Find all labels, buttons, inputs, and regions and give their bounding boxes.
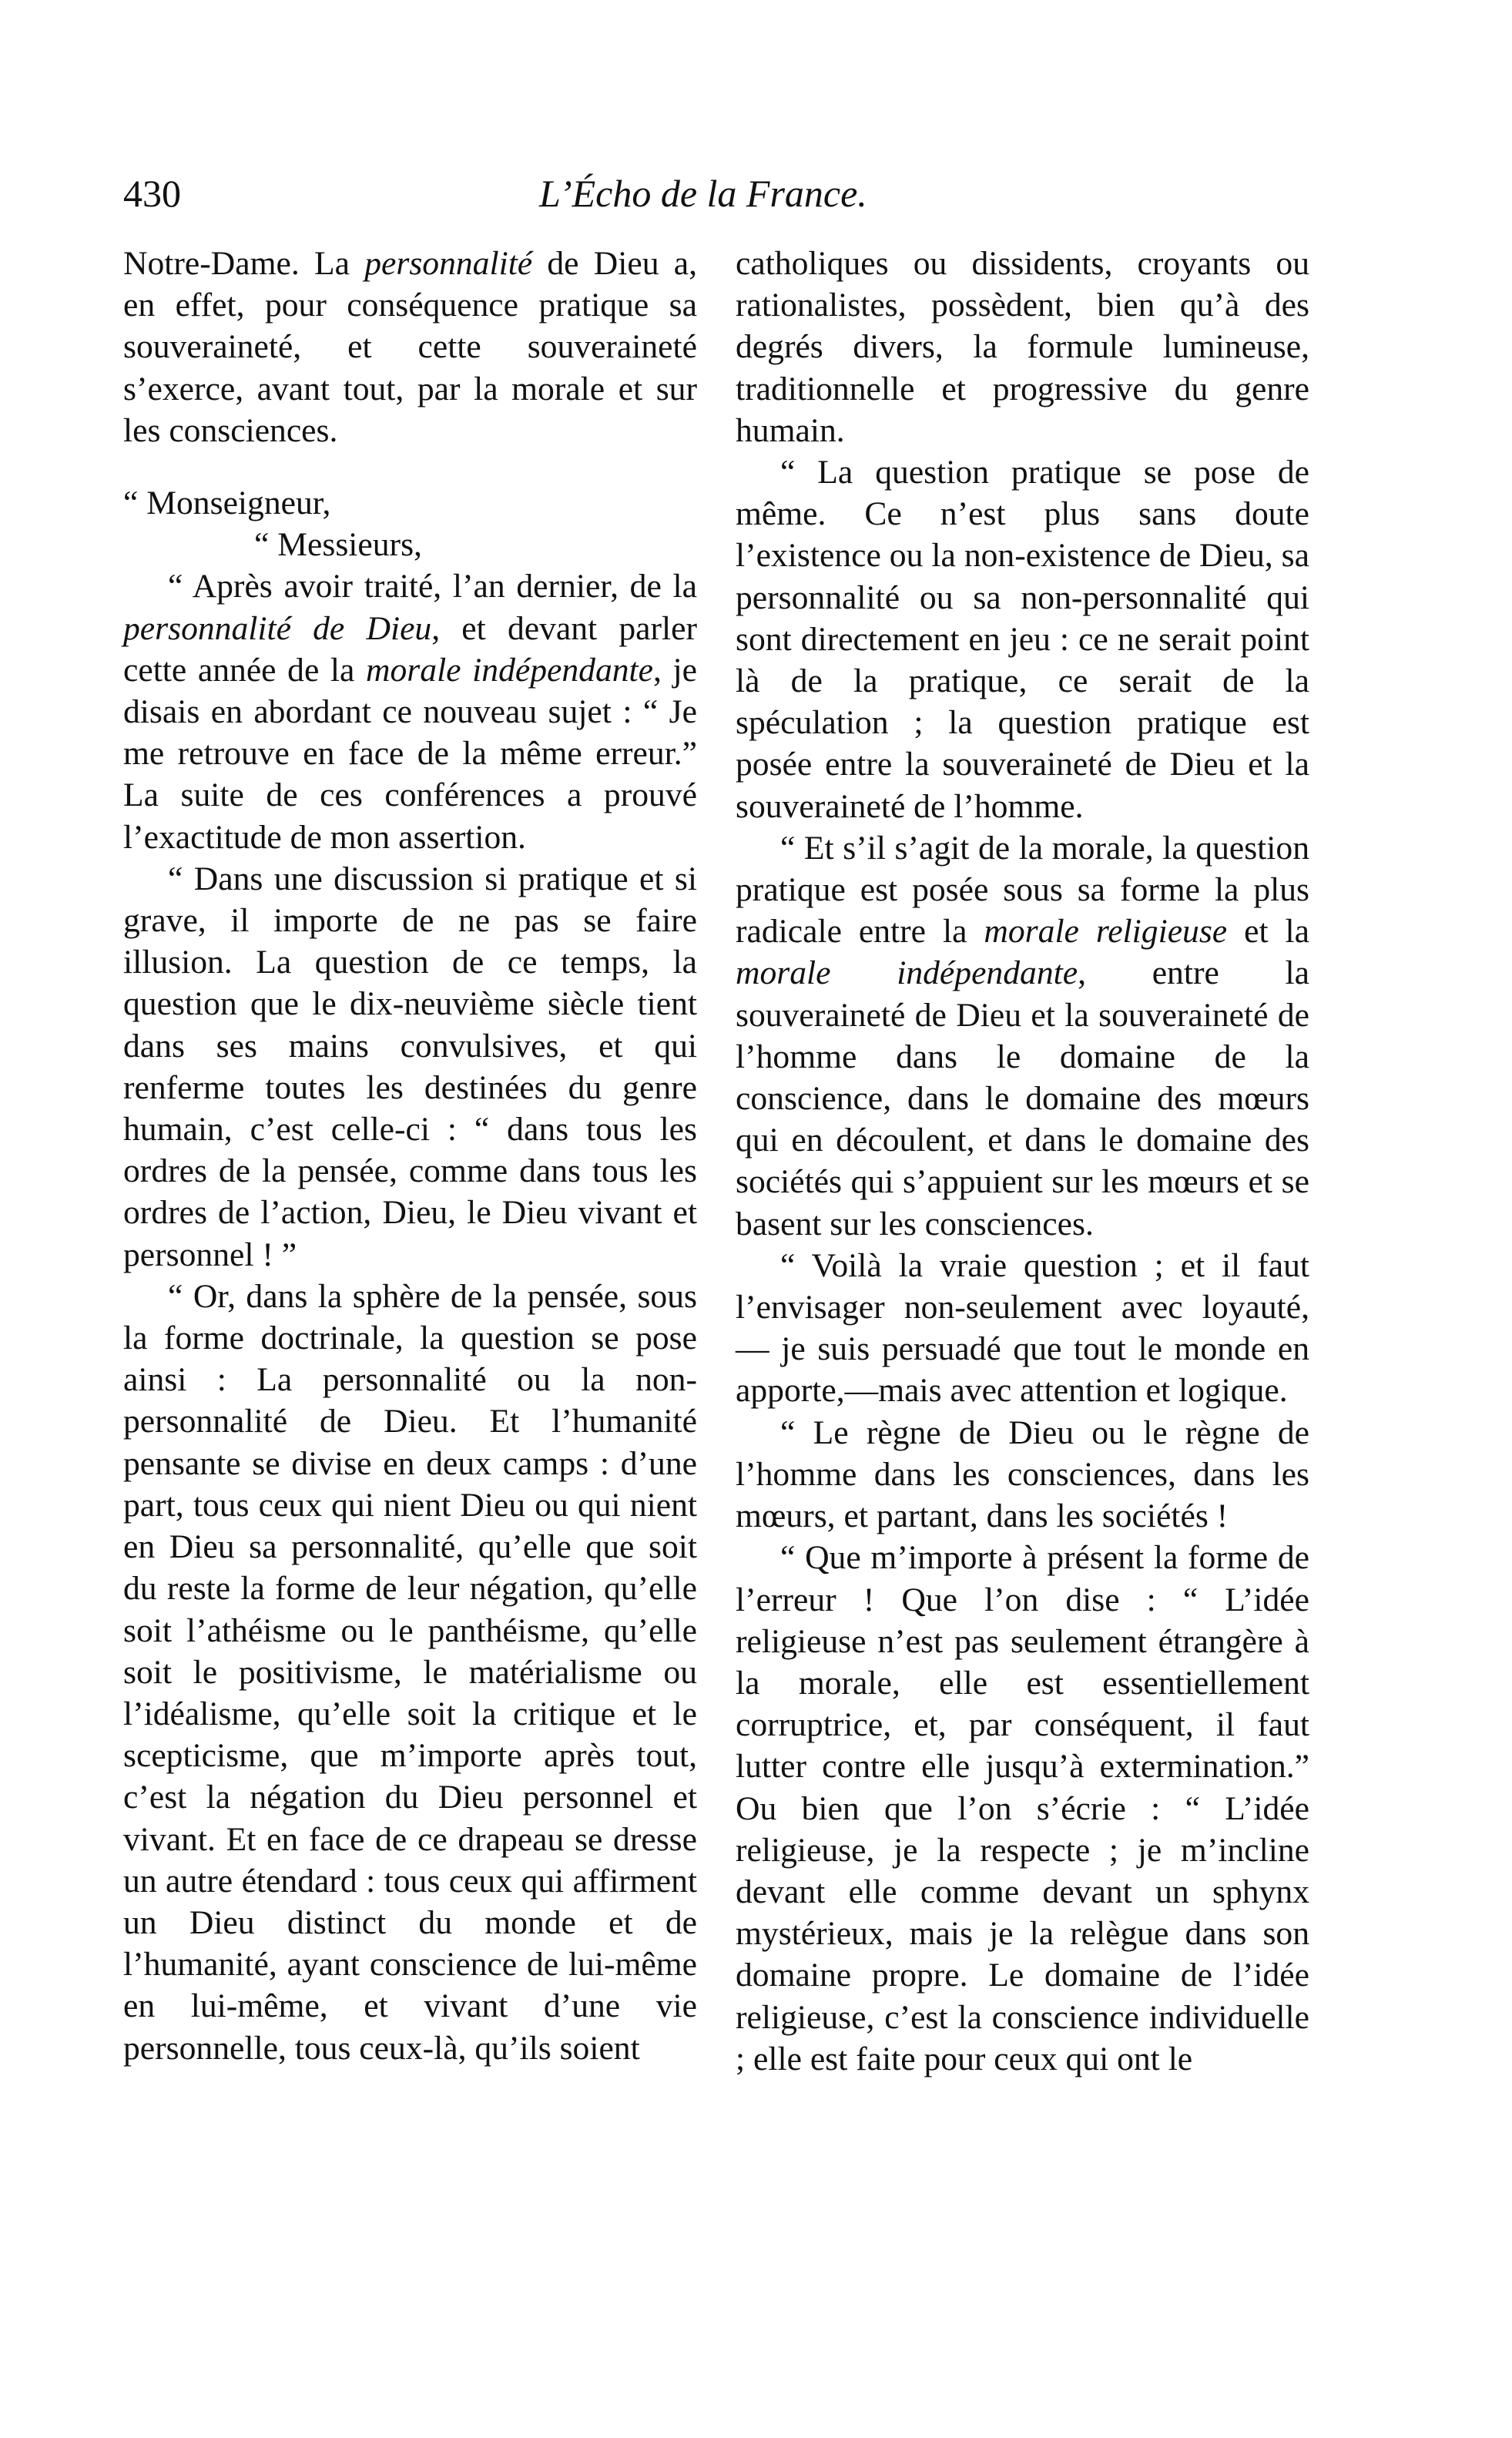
text-run: et la <box>1227 913 1309 951</box>
text-run: “ Après avoir traité, l’an dernier, de la <box>168 568 697 605</box>
paragraph: “ Le règne de Dieu ou le règne de l’homme dans les consciences, dans les mœurs, et partant, dans les sociétés ! <box>736 1414 1309 1535</box>
salutation-monseigneur: “ Monseigneur, <box>123 485 331 522</box>
salutation-messieurs: “ Messieurs, <box>254 526 422 564</box>
paragraph: “ Or, dans la sphère de la pensée, sous la forme doctrinale, la question se pose ainsi : La personnalité ou la non-personnalité de Dieu. Et l’humanité pensante se divise en deux camps : d’une part, tous ceux qui nient Dieu ou qui nient en Dieu sa personnalité, qu’elle que soit du reste la forme de leur négation, qu’elle soit l’athéisme ou le panthéisme, qu’elle soit le positivisme, le matérialisme ou l’idéalisme, qu’elle soit la critique et le scepticisme, que m’importe après tout, c’est la négation du Dieu personnel et vivant. Et en face de ce drapeau se dresse un autre étendard : tous ceux qui affirment un Dieu distinct du monde et de l’humanité, ayant conscience de lui-même en lui-même, et vivant d’une vie personnelle, tous ceux-là, qu’ils soient <box>123 1277 697 2067</box>
italic-term: morale indépendante <box>366 651 654 689</box>
italic-term: morale indépendante <box>736 954 1078 992</box>
text-run: de Dieu a, en effet, pour conséquence pratique sa souveraineté, et cette souveraineté s’exerce, avant tout, par la morale et sur les consciences. <box>123 245 697 449</box>
page-header <box>0 171 1512 225</box>
text-run: , entre la souveraineté de Dieu et la souveraineté de l’homme dans le domaine de la conscience, dans le domaine des mœurs qui en découlent, et dans le domaine des sociétés qui s’appuient sur les mœurs et se basent sur les consciences. <box>736 954 1310 1242</box>
right-column <box>736 243 1309 2080</box>
paragraph: “ Voilà la vraie question ; et il faut l’envisager non-seulement avec loyauté, — je suis persuadé que tout le monde en apporte,—mais avec attention et logique. <box>736 1246 1309 1410</box>
text-run: Notre-Dame. La <box>123 245 365 282</box>
paragraph: “ La question pratique se pose de même. Ce n’est plus sans doute l’existence ou la non-existence de Dieu, sa personnalité ou sa non-personnalité qui sont directement en jeu : ce ne serait point là de la pratique, ce serait de la spéculation ; la question pratique est posée entre la souveraineté de Dieu et la souveraineté de l’homme. <box>736 454 1309 825</box>
running-title: L’Écho de la France. <box>539 172 867 215</box>
italic-term: personnalité de Dieu <box>123 609 432 647</box>
left-column <box>123 243 697 2069</box>
page-number: 430 <box>123 172 181 215</box>
italic-term: morale religieuse <box>984 913 1228 951</box>
paragraph-intro <box>123 243 697 451</box>
text-run: “ Et s’il s’agit de la morale, la question pratique est posée sous sa forme la plus radicale entre la <box>736 829 1309 951</box>
paragraph <box>123 565 697 857</box>
italic-term: personnalité <box>364 245 533 282</box>
paragraph <box>736 827 1309 1245</box>
text-run: , et devant parler cette année de la <box>123 609 697 689</box>
text-run: , je disais en abordant ce nouveau sujet : “ Je me retrouve en face de la même erreur.” La suite de ces conférences a prouvé l’exactitude de mon assertion. <box>123 651 697 856</box>
paragraph-gap <box>123 451 697 482</box>
paragraph-continued: catholiques ou dissidents, croyants ou rationalistes, possèdent, bien qu’à des degrés divers, la formule lumineuse, traditionnelle et progressive du genre humain. <box>736 245 1309 449</box>
paragraph: “ Que m’importe à présent la forme de l’erreur ! Que l’on dise : “ L’idée religieuse n’est pas seulement étrangère à la morale, elle est essentiellement corruptrice, et, par conséquent, il faut lutter contre elle jusqu’à extermination.” Ou bien que l’on s’écrie : “ L’idée religieuse, je la respecte ; je m’incline devant elle comme devant un sphynx mystérieux, mais je la relègue dans son domaine propre. Le domaine de l’idée religieuse, c’est la conscience individuelle ; elle est faite pour ceux qui ont le <box>736 1539 1309 2077</box>
paragraph: “ Dans une discussion si pratique et si grave, il importe de ne pas se faire illusion. La question de ce temps, la question que le dix-neuvième siècle tient dans ses mains convulsives, et qui renferme toutes les destinées du genre humain, c’est celle-ci : “ dans tous les ordres de la pensée, comme dans tous les ordres de l’action, Dieu, le Dieu vivant et personnel ! ” <box>123 860 697 1273</box>
